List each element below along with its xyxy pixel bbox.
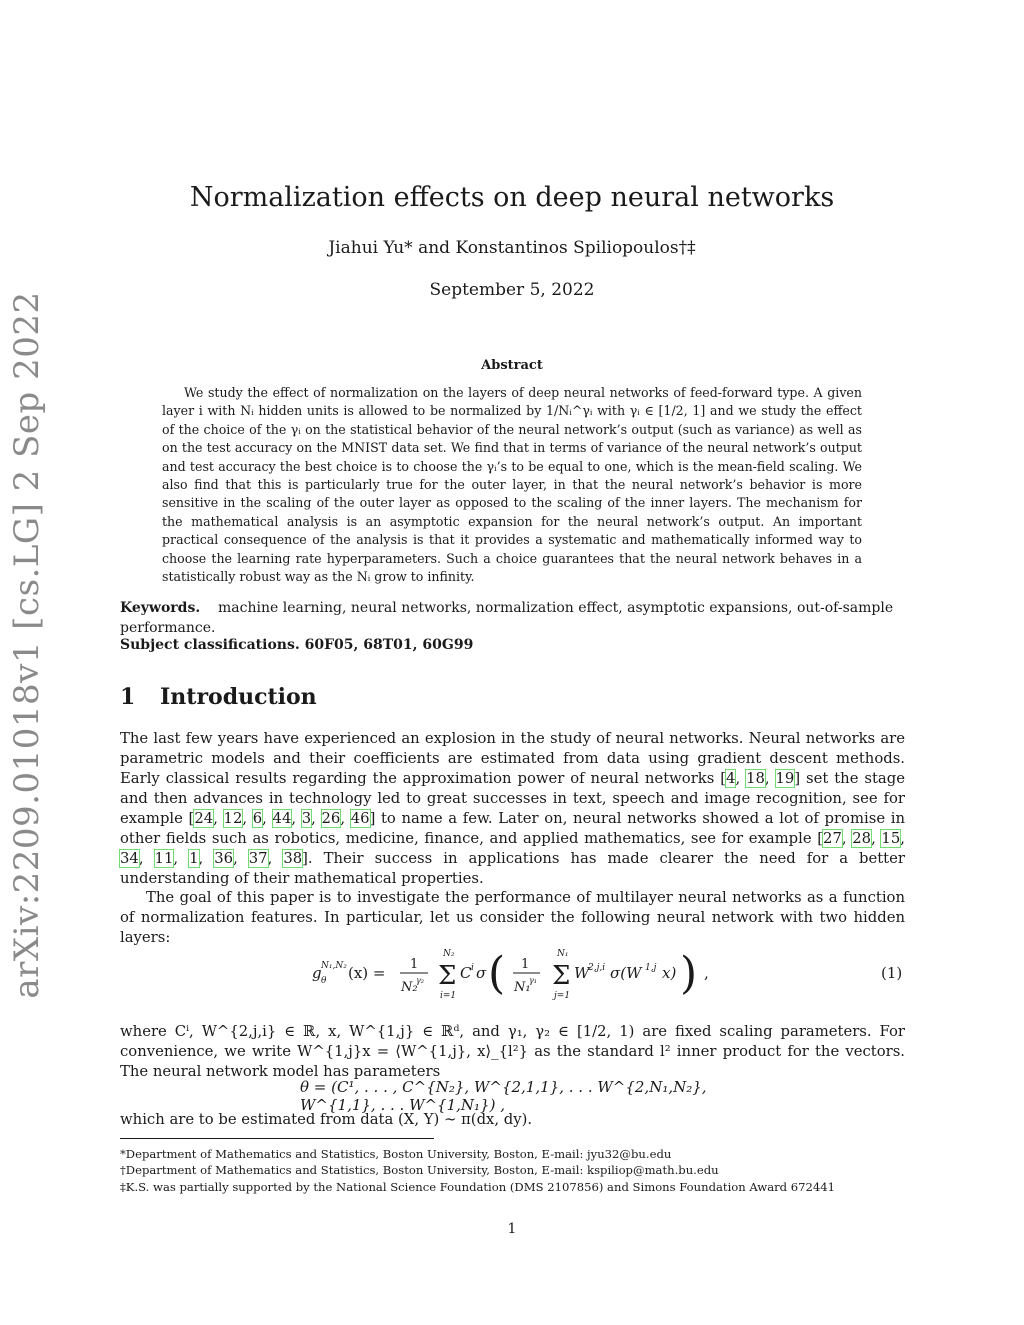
- svg-text:i: i: [471, 963, 474, 973]
- citation-link[interactable]: 28: [852, 830, 872, 847]
- footnote-2: †Department of Mathematics and Statistics, Boston University, Boston, E-mail: kspiliop@math.bu.edu: [120, 1163, 719, 1177]
- footnote-1: *Department of Mathematics and Statistics, Boston University, Boston, E-mail: jyu32@bu.edu: [120, 1147, 672, 1161]
- equation-number: (1): [881, 964, 903, 982]
- subject-classifications: Subject classifications. 60F05, 68T01, 60G99: [120, 637, 474, 653]
- citation-link[interactable]: 36: [214, 850, 234, 867]
- citation-link[interactable]: 6: [252, 810, 263, 827]
- arxiv-id: arXiv:2209.01018v1 [cs.LG] 2 Sep 2022: [7, 291, 47, 999]
- citation-link[interactable]: 19: [775, 770, 795, 787]
- section-title: Introduction: [160, 684, 317, 710]
- svg-text:i=1: i=1: [440, 991, 457, 1001]
- svg-text:): ): [680, 948, 698, 999]
- svg-text:σ(W: σ(W: [610, 964, 642, 982]
- citation-link[interactable]: 27: [823, 830, 842, 847]
- abstract-body: We study the effect of normalization on the layers of deep neural networks of feed-forward type. A given layer i with Nᵢ hidden units is allowed to be normalized by 1/Nᵢ^γᵢ with γᵢ ∈ [1/2, 1] and we study the effect of the choice of the γᵢ on the statistical behavior of the neural network’s output (such as variance) as well as on the test accuracy on the MNIST data set. We find that in terms of variance of the neural network’s output and test accuracy the best choice is to choose the γᵢ’s to be equal to one, which is the mean-field scaling. We also find that this is particularly true for the outer layer, in that the neural network’s behavior is more sensitive in the scaling of the outer layer as opposed to the scaling of the inner layers. The mechanism for the mathematical analysis is an asymptotic expansion for the neural network’s output. An important practical consequence of the analysis is that it provides a systematic and mathematically informed way to choose the learning rate hyperparameters. Such a choice guarantees that the neural network behaves in a statistically robust way as the Nᵢ grow to infinity.: [162, 385, 862, 585]
- svg-text:N₂: N₂: [443, 949, 455, 959]
- svg-text:Σ: Σ: [552, 961, 571, 991]
- citation-link[interactable]: 34: [120, 850, 139, 867]
- svg-text:σ: σ: [476, 964, 487, 982]
- citation-link[interactable]: 3: [301, 810, 312, 827]
- svg-text:γ₁: γ₁: [529, 976, 537, 985]
- svg-text:2,j,i: 2,j,i: [588, 963, 606, 973]
- svg-text:C: C: [460, 964, 472, 982]
- citation-link[interactable]: 26: [321, 810, 341, 827]
- citation-link[interactable]: 11: [154, 850, 174, 867]
- svg-text:N₂: N₂: [401, 980, 418, 995]
- citation-link[interactable]: 4: [726, 770, 736, 787]
- svg-text:N₁,N₂: N₁,N₂: [321, 961, 347, 971]
- equation-1: [300, 944, 720, 1006]
- svg-text:γ₂: γ₂: [416, 976, 424, 985]
- svg-text:θ: θ: [321, 976, 327, 986]
- citation-link[interactable]: 18: [746, 770, 765, 787]
- paper-title: Normalization effects on deep neural networks: [189, 182, 835, 213]
- citation-link[interactable]: 44: [272, 810, 292, 827]
- citation-link[interactable]: 46: [350, 810, 370, 827]
- svg-text:(: (: [488, 948, 506, 999]
- paper-authors: Jiahui Yu* and Konstantinos Spiliopoulos†‡: [328, 238, 696, 258]
- svg-text:j=1: j=1: [554, 991, 571, 1001]
- page-number: 1: [507, 1221, 517, 1237]
- footnote-3: ‡K.S. was partially supported by the National Science Foundation (DMS 2107856) and Simons Foundation Award 672441: [120, 1180, 836, 1194]
- intro-paragraph-1: The last few years have experienced an explosion in the study of neural networks. Neural networks are parametric models and their coefficients are estimated from data using gradient descent methods. Early classical results regarding the approximation power of neural networks [4, 18, 19] set the stage and then advances in technology led to great successes in text, speech and image recognition, see for example [24, 12, 6, 44, 3, 26, 46] to name a few. Later on, neural networks showed a lot of promise in other fields such as robotics, medicine, finance, and applied mathematics, see for example [27, 28, 15, 34, 11, 1, 36, 37, 38]. Their success in applications has made clearer the need for a better understanding of their mathematical properties.: [120, 730, 905, 887]
- section-heading: [120, 684, 317, 710]
- intro-paragraph-3: where Cⁱ, W^{2,j,i} ∈ ℝ, x, W^{1,j} ∈ ℝᵈ, and γ₁, γ₂ ∈ [1/2, 1) are fixed scaling parameters. For convenience, we write W^{1,j}x = ⟨W^{1,j}, x⟩_{l²} as the standard l² inner product for the vectors. The neural network model has parameters: [120, 1023, 905, 1080]
- svg-text:g: g: [312, 964, 322, 982]
- svg-text:Σ: Σ: [438, 961, 457, 991]
- theta-equation: θ = (C¹, . . . , C^{N₂}, W^{2,1,1}, . . . W^{2,N₁,N₂}, W^{1,1}, . . . W^{1,N₁}) ,: [300, 1078, 707, 1114]
- intro-paragraph-2: The goal of this paper is to investigate the performance of multilayer neural networks as a function of normalization features. In particular, let us consider the following neural network with two hidden layers:: [120, 889, 905, 946]
- abstract-heading: Abstract: [481, 358, 543, 373]
- svg-text:N₁: N₁: [514, 980, 531, 995]
- citation-link[interactable]: 15: [881, 830, 901, 847]
- section-number: 1: [120, 684, 136, 710]
- keywords: [120, 598, 905, 638]
- svg-text:1: 1: [521, 957, 530, 972]
- citation-link[interactable]: 38: [283, 850, 303, 867]
- svg-text:1,j: 1,j: [645, 963, 657, 973]
- svg-text:W: W: [574, 964, 590, 982]
- citation-link[interactable]: 1: [189, 850, 199, 867]
- svg-text:1: 1: [410, 957, 419, 972]
- keywords-text: machine learning, neural networks, normalization effect, asymptotic expansions, out-of-sample performance.: [120, 600, 894, 636]
- citation-link[interactable]: 12: [223, 810, 243, 827]
- intro-paragraph-4: which are to be estimated from data (X, Y) ∼ π(dx, dy).: [120, 1111, 533, 1128]
- citation-link[interactable]: 24: [194, 810, 214, 827]
- footnote-rule: [120, 1138, 434, 1139]
- paper-date: September 5, 2022: [429, 280, 595, 300]
- svg-text:(x) =: (x) =: [348, 964, 386, 982]
- svg-text:,: ,: [704, 964, 709, 982]
- keywords-label: Keywords.: [120, 600, 201, 616]
- svg-text:N₁: N₁: [557, 949, 569, 959]
- svg-text:x): x): [662, 964, 677, 982]
- citation-link[interactable]: 37: [248, 850, 268, 867]
